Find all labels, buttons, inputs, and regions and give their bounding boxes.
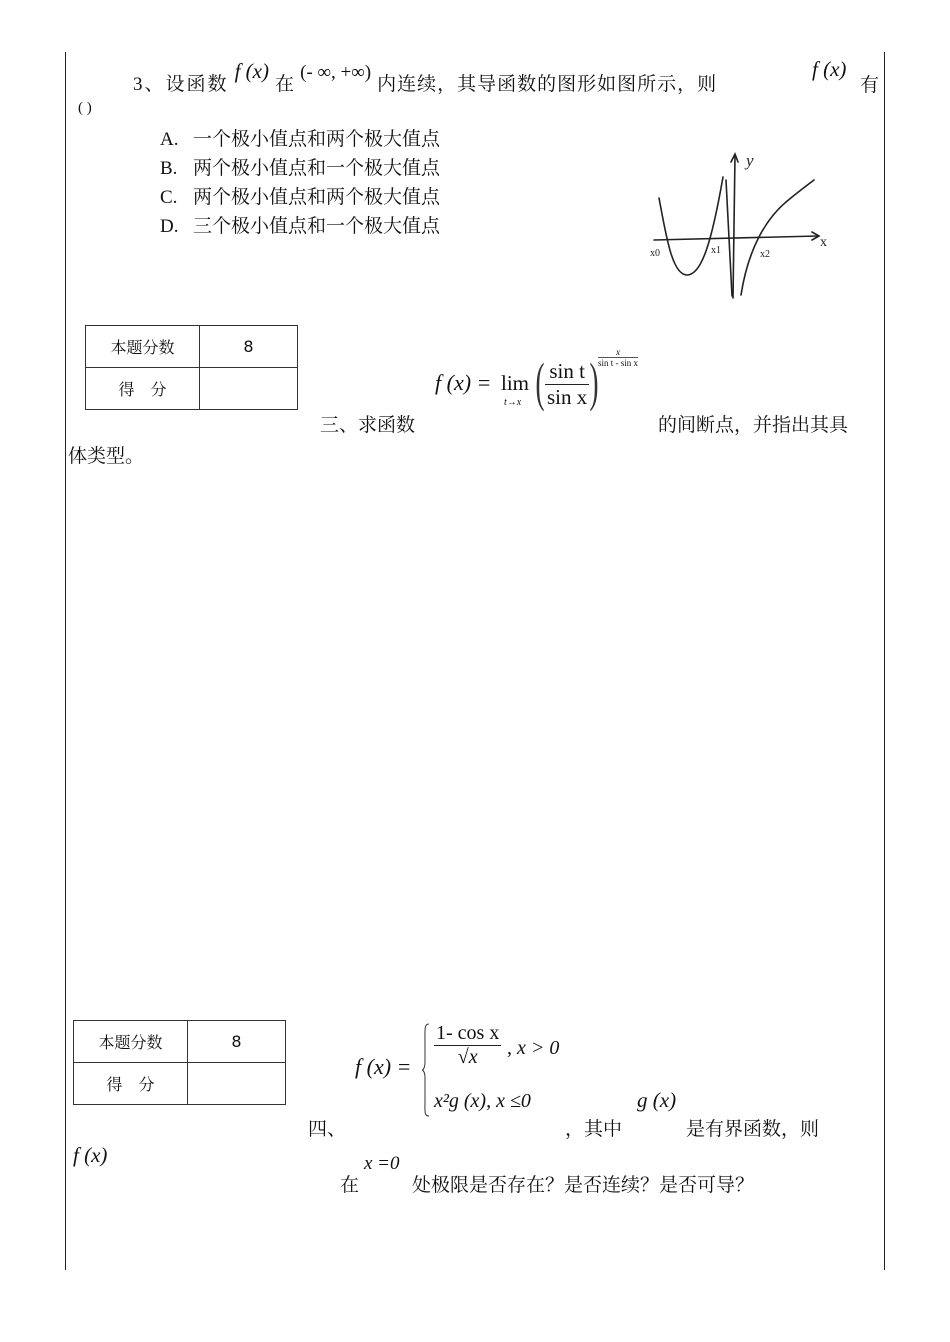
fraction-denominator: sin x	[547, 385, 588, 409]
in-text: 在	[275, 74, 295, 95]
points-label: 本题分数	[74, 1021, 188, 1063]
left-brace	[421, 1022, 431, 1118]
fx-symbol-2: f (x)	[812, 57, 847, 81]
gx-symbol: g (x)	[637, 1088, 677, 1112]
question-three-prefix: 三、求函数	[320, 414, 416, 436]
case1-numerator: 1- cos x	[436, 1022, 500, 1044]
question-three-line2: 体类型。	[68, 445, 145, 467]
question-three-suffix: 的间断点，并指出其具	[658, 414, 849, 436]
x-equals-zero: x =0	[364, 1153, 400, 1174]
question-3-number: 3、设函数	[133, 74, 229, 95]
question-four-bounded: 是有界函数，则	[686, 1118, 820, 1140]
option-b: B. 两个极小值点和一个极大值点	[160, 158, 441, 179]
answer-blank: ( )	[78, 100, 92, 116]
case2: x²g (x), x ≤0	[434, 1090, 531, 1112]
right-border	[884, 52, 885, 1270]
score-box-1	[85, 325, 298, 410]
question-four-ask: 处极限是否存在？是否连续？是否可导？	[412, 1174, 755, 1196]
point-x1: x1	[711, 245, 721, 256]
question-four-prefix: 四、	[308, 1118, 347, 1140]
case1-fraction	[434, 1022, 501, 1069]
left-border	[65, 52, 66, 1270]
case1-denominator: √x	[457, 1046, 478, 1068]
continuous-text: 内连续，其导函数的图形如图所示，则	[377, 74, 718, 95]
exponent-denominator: sin t - sin x	[598, 358, 639, 368]
formula-lhs: f (x) =	[355, 1054, 412, 1079]
at-text: 在	[340, 1174, 360, 1196]
fraction-numerator: sin t	[545, 359, 589, 385]
case1-condition: , x > 0	[507, 1037, 560, 1059]
option-d: D. 三个极小值点和一个极大值点	[160, 216, 441, 237]
option-c: C. 两个极小值点和两个极大值点	[160, 187, 441, 208]
question-four-middle: ，其中	[565, 1118, 623, 1140]
points-value: 8	[188, 1021, 286, 1063]
x-axis-label: x	[820, 235, 827, 250]
score-label: 得 分	[74, 1063, 188, 1105]
score-input[interactable]	[188, 1063, 286, 1105]
score-input[interactable]	[200, 368, 298, 410]
exponent-fraction	[598, 347, 638, 368]
formula-lim-sub: t→x	[504, 397, 522, 408]
options-list	[160, 125, 440, 241]
point-x2: x2	[760, 249, 770, 260]
y-axis-label: y	[746, 151, 754, 170]
question-four-formula	[355, 1020, 575, 1120]
option-a: A. 一个极小值点和两个极大值点	[160, 129, 441, 150]
formula-lhs: f (x) =	[435, 370, 492, 395]
points-value: 8	[200, 326, 298, 368]
has-text: 有	[860, 75, 880, 96]
point-x0: x0	[650, 248, 660, 259]
score-box-2	[73, 1020, 286, 1105]
question-3-line1	[133, 57, 718, 95]
fx-symbol: f (x)	[234, 59, 269, 83]
sin-fraction	[545, 359, 589, 410]
score-label: 得 分	[86, 368, 200, 410]
points-label: 本题分数	[86, 326, 200, 368]
answer-area-3[interactable]	[68, 475, 880, 1005]
formula-lim: lim	[501, 371, 530, 395]
answer-area-4[interactable]	[68, 1205, 880, 1270]
left-paren: (	[535, 352, 545, 412]
exponent-numerator: x	[598, 347, 638, 358]
fx-symbol-3: f (x)	[73, 1143, 108, 1167]
right-paren: )	[589, 352, 599, 412]
derivative-graph	[640, 140, 850, 310]
interval: (- ∞, +∞)	[300, 62, 372, 83]
